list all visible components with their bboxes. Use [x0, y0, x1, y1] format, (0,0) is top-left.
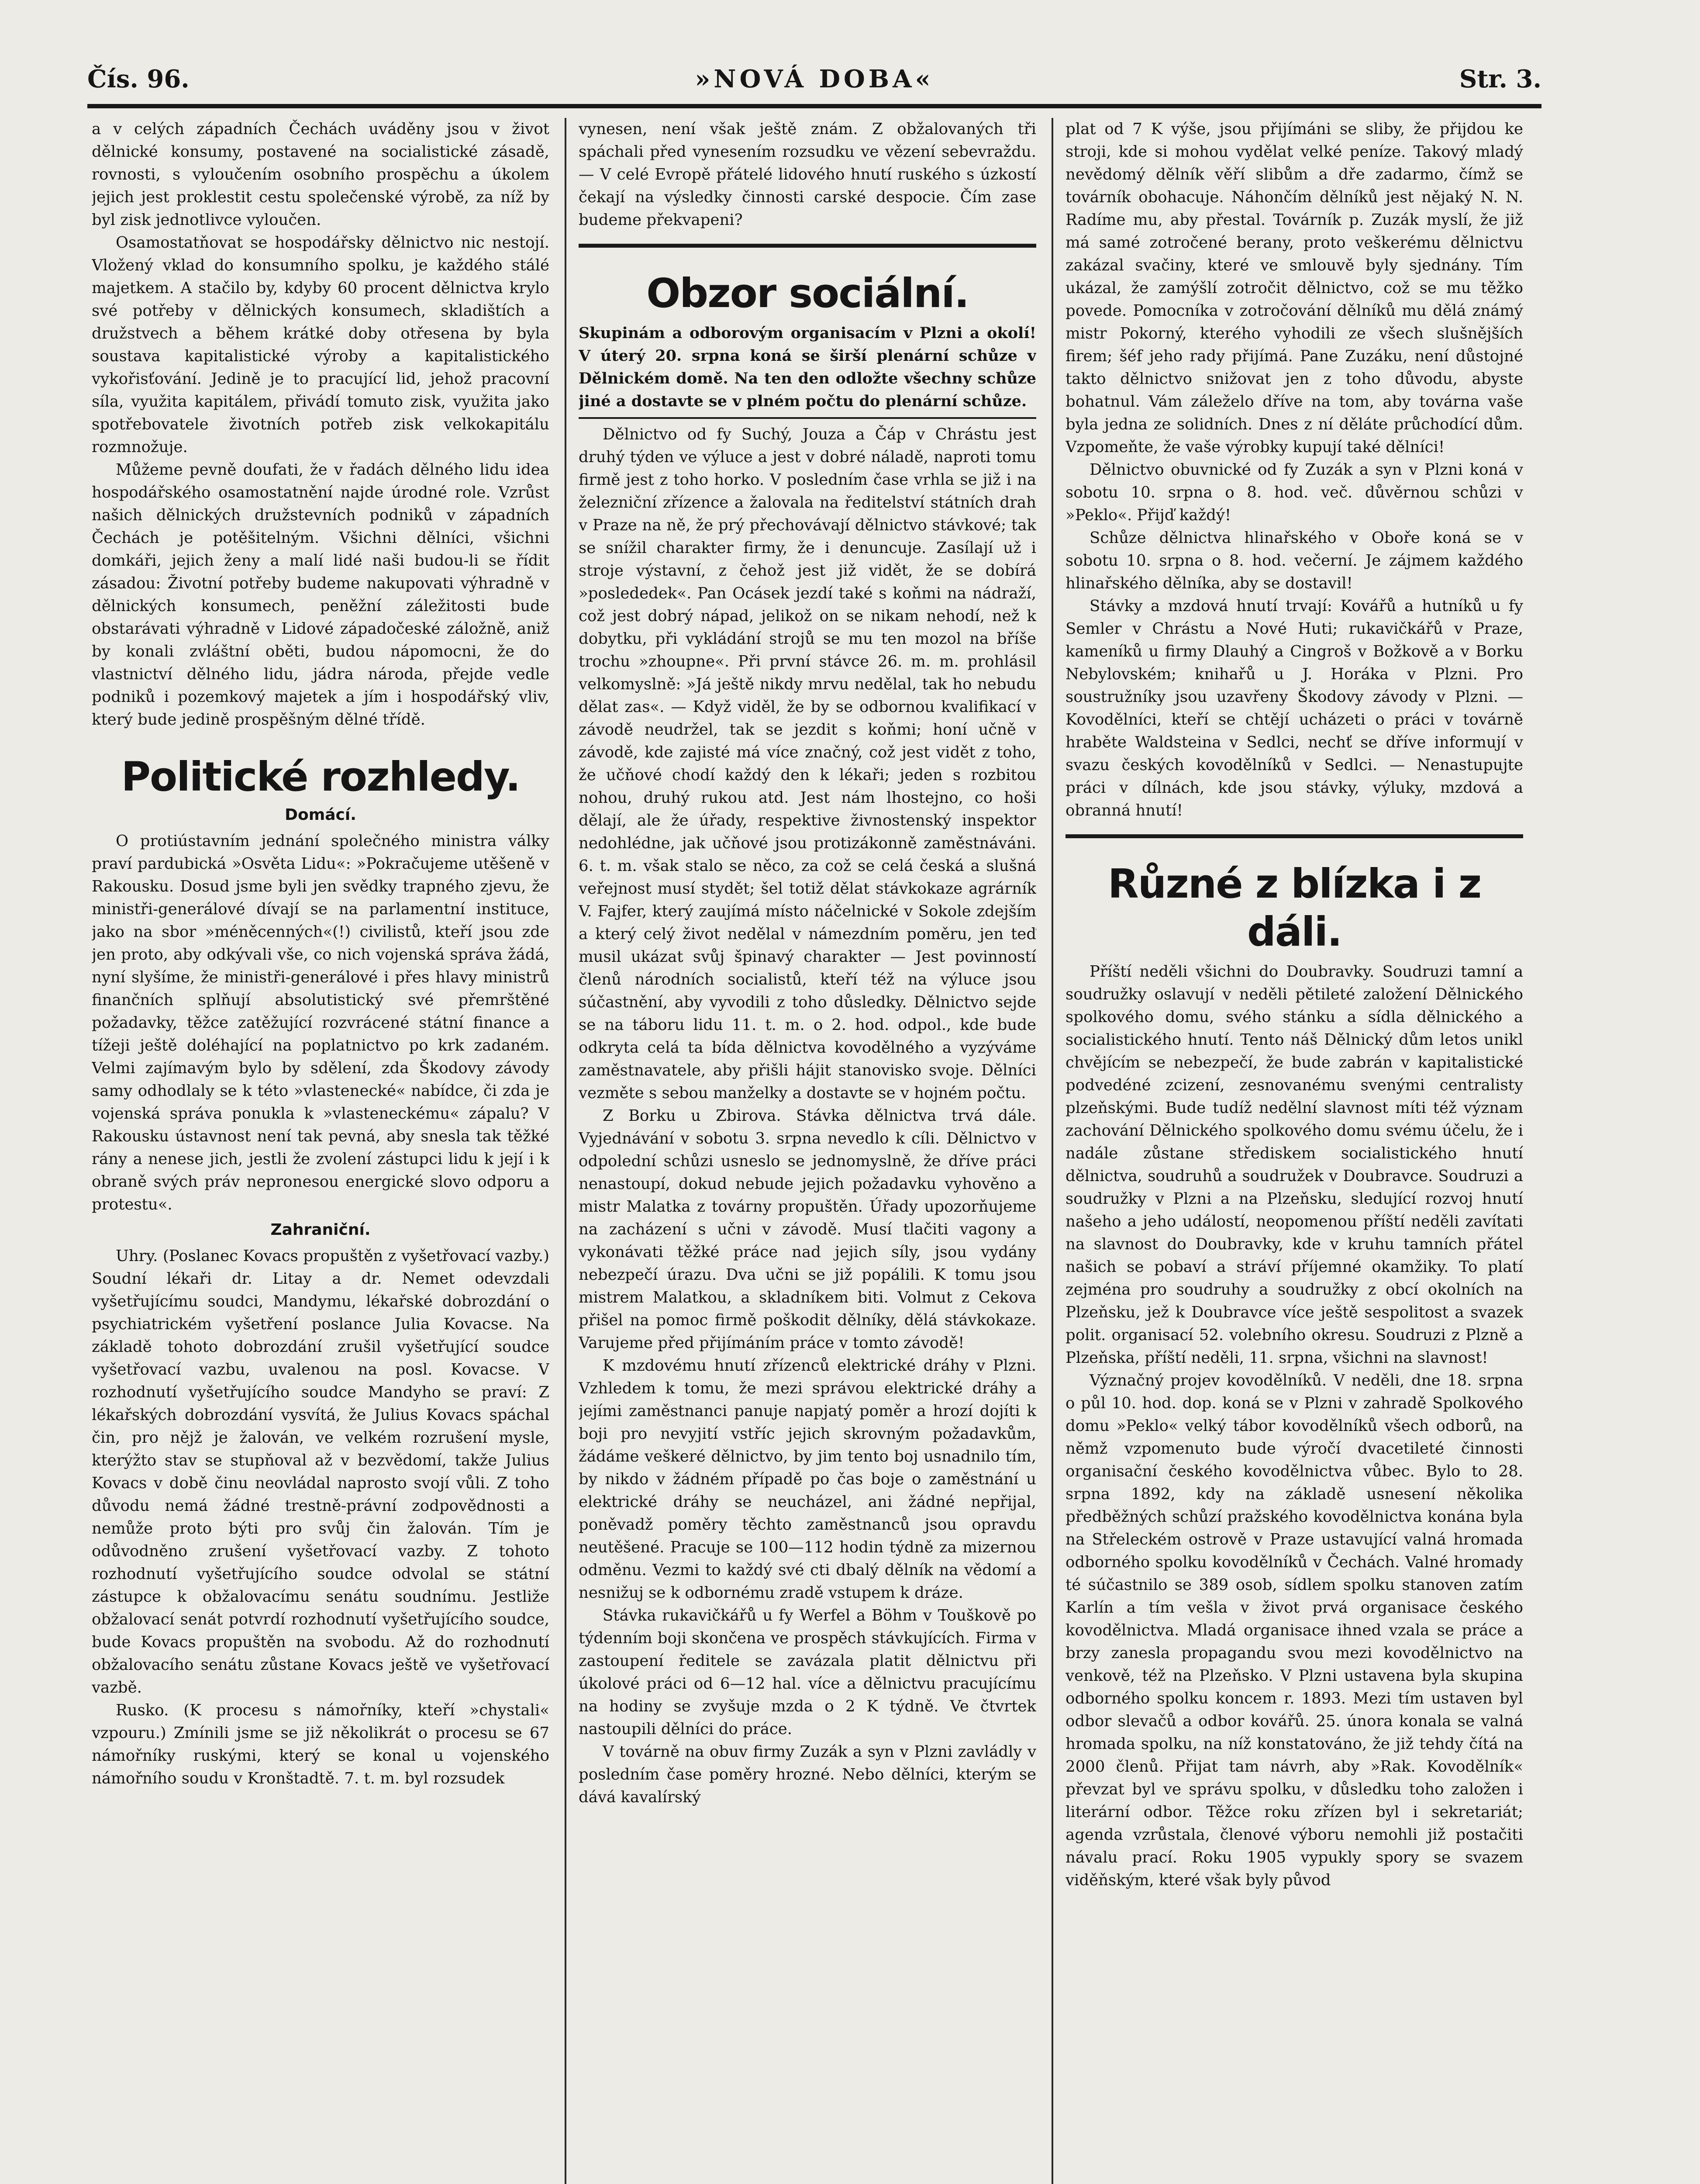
- page-number: Str. 3.: [1459, 65, 1541, 93]
- paragraph: O protiústavním jednání společného ministra války praví pardubická »Osvěta Lidu«: »Pokračujeme utěšeně v Rakousku. Dosud jsme byli jen svědky trapného zjevu, že ministři-generálové dívají se na parlamentní instituce, jako na sbor »méněcenných«(!) civilistů, kteří jsou zde jen proto, aby odkývali vše, co nich vojenská správa žádá, nyní slyšíme, že ministři-generálové i přes hlavy ministrů finančních splňují absolutistický své přemrštěné požadavky, těžce zatěžující rozvrácené státní finance a tížeji ještě doléhající na poplatnictvo po krk zadaném. Velmi zajímavým bylo by sdělení, zda Škodovy závody samy odhodlaly se k této »vlastenecké« nabídce, či zda je vojenská správa ponukla k »vlasteneckému« zápalu? V Rakousku ústavnost není tak pevná, aby snesla tak těžké rány a nenese jich, jestli že zvolení zástupci lidu k její i k obraně svých práv nepronesou energické slovo odporu a protestu«.: [92, 832, 549, 1213]
- page-header: [87, 65, 1541, 104]
- paragraph: K mzdovému hnutí zřízenců elektrické dráhy v Plzni. Vzhledem k tomu, že mezi správou elektrické dráhy a jejími zaměstnanci panuje napjatý poměr a hrozí dojíti k boji pro nevyjití vstříc jejich skrovným požadavkům, žádáme veškeré dělnictvo, by jim tento boj usnadnilo tím, by nikdo v žádném případě po čas boje o zaměstnání u elektrické dráhy se neucházel, ani žádné nepřijal, poněvadž poměry těchto zaměstnanců jsou opravdu neutěšené. Pracuje se 100—112 hodin týdně za mizernou odměnu. Vezmi to každý své cti dbalý dělník na vědomí a nesnižuj se k odbornému zradě vstupem k dráze.: [579, 1357, 1036, 1602]
- paragraph: V továrně na obuv firmy Zuzák a syn v Plzni zavládly v posledním čase poměry hrozné. Nebo dělníci, kterým se dává kavalírský: [579, 1743, 1036, 1806]
- paragraph: Rusko. (K procesu s námořníky, kteří »chystali« vzpouru.) Zmínili jsme se již několikrát o procesu se 67 námořníky ruskými, který se konal u vojenského námořního soudu v Kronštadtě. 7. t. m. byl rozsudek: [92, 1701, 549, 1787]
- paragraph: a v celých západních Čechách uváděny jsou v život dělnické konsumy, postavené na socialistické zásadě, rovnosti, s vyloučením osobního prospěchu a úkolem jejich jest proklestit cestu společenské výrobě, za níž by byl zisk jednotlivce vyloučen.: [92, 120, 549, 229]
- paragraph: Můžeme pevně doufati, že v řadách dělného lidu idea hospodářského osamostatnění najde úrodné role. Vzrůst našich dělnických družstevních podniků v západních Čechách je potěšitelným. Všichni dělníci, všichni domkáři, jejich ženy a malí lidé naši budou-li se řídit zásadou: Životní potřeby budeme nakupovati výhradně v dělnických konsumech, peněžní záležitosti bude obstarávati výhradně v Lidové západočeské záložně, aniž by konali zvláštní oběti, budou nápomocni, že do vlastnictví dělného lidu, jádra národa, přejde vedle podniků i pozemkový majetek a jím i hospodářský vliv, který bude jedině prospěšným dělné třídě.: [92, 461, 549, 729]
- subsection-heading: Domácí.: [285, 806, 356, 824]
- issue-number: Čís. 96.: [87, 65, 190, 93]
- paragraph: Příští neděli všichni do Doubravky. Soudruzi tamní a soudružky oslavují v neděli pětileté založení Dělnického spolkového domu, svého stánku a sídla dělnického a socialistického hnutí. Tento náš Dělnický dům letos unikl chvějícím se nebezpečí, že bude zabrán v kapitalistické podvedéné zcizení, zesnovanému svenými centralisty plzeňskými. Bude tudíž nedělní slavnost míti též význam zachování Dělnického spolkového domu svému účelu, že i nadále zůstane střediskem socialistického hnutí dělnictva, soudruhů a soudružek v Doubravce. Soudruzi a soudružky v Plzni a na Plzeňsku, sledující rozvoj hnutí našeho a jeho událostí, neopomenou příští neděli zavítati na slavnost do Doubravky, kde v kruhu tamních přátel našich se pobaví a stráví příjemné okamžiky. To platí zejména pro soudruhy a soudružky z obcí okolních na Plzeňsku, jež k Doubravce více ještě sespolitost a svazek polit. organisací 52. volebního okresu. Soudruzi z Plzně a Plzeňska, příští neděli, 11. srpna, všichni na slavnost!: [1066, 963, 1523, 1367]
- paragraph: Osamostatňovat se hospodářsky dělnictvo nic nestojí. Vložený vklad do konsumního spolku, je každého stálé majetkem. A stačilo by, kdyby 60 procent dělnictva krylo své potřeby v dělnických konsumech, skladištích a družstvech a během krátké doby otřesena by byla soustava kapitalistické výroby a kapitalistického vykořisťování. Jedině je to pracující lid, jehož pracovní síla, využita kapitálem, přivádí tomuto zisk, využita jako spotřebovatele životních potřeb zisk velkokapitálu rozmnožuje.: [92, 234, 549, 456]
- paragraph: Stávka rukavičkářů u fy Werfel a Böhm v Touškově po týdenním boji skončena ve prospěch stávkujících. Firma v zastoupení ředitele se zavázala platit dělnictvu při úkolové práci od 6—12 hal. více a dělnictvu pracujícímu na hodiny se zvyšuje mzda o 2 K týdně. Ve čtvrtek nastoupili dělníci do práce.: [579, 1607, 1036, 1738]
- section-heading: Politické rozhledy.: [121, 753, 520, 800]
- paragraph: plat od 7 K výše, jsou přijímáni se sliby, že přijdou ke stroji, kde si mohou vydělat velké peníze. Takový mladý nevědomý dělník věří slibům a dře zadarmo, čímž se továrník obohacuje. Náhončím dělníků jest nějaký N. N. Radíme mu, aby přestal. Továrník p. Zuzák myslí, že již má samé zotročené berany, proto veškerému dělnictvu zakázal svačiny, které ve smlouvě byly sjednány. Tím ukázal, že zamýšlí zotročit dělnictvo, což se mu těžko povede. Pomocníka v zotročování dělníků mu dělá známý mistr Pokorný, kterého vyhodili ze všech slušnějších firem; šéf jeho rady přijímá. Pane Zuzáku, není důstojné takto dělnictvo snižovat jen z toho důvodu, abyste bohatnul. Vám záleželo dříve na tom, aby továrna vaše byla jedna ze solidních. Dnes z ní děláte průchodící dům. Vzpomeňte, že vaše výrobky kupují také dělníci!: [1066, 120, 1523, 456]
- announcement: Skupinám a odborovým organisacím v Plzni a okolí! V úterý 20. srpna koná se širší plenární schůze v Dělnickém domě. Na ten den odložte všechny schůze jiné a dostavte se v plném počtu do plenární schůze.: [579, 322, 1036, 419]
- column-divider: [565, 118, 566, 2184]
- newspaper-title: »NOVÁ DOBA«: [695, 65, 934, 93]
- subsection-heading: Zahraniční.: [270, 1221, 371, 1239]
- column-3: [1066, 118, 1523, 2184]
- paragraph: Schůze dělnictva hlinařského v Oboře koná se v sobotu 10. srpna o 8. hod. večerní. Je zájmem každého hlinařského dělníka, aby se dostavil!: [1066, 529, 1523, 592]
- column-divider: [1052, 118, 1053, 2184]
- paragraph: Uhry. (Poslanec Kovacs propuštěn z vyšetřovací vazby.) Soudní lékaři dr. Litay a dr. Nemet odevzdali vyšetřujícímu soudci, Mandymu, lékařské dobrozdání o psychiatrickém vyšetření poslance Julia Kovacse. Na základě tohoto dobrozdání zrušil vyšetřující soudce vyšetřovací vazbu, uvalenou na posl. Kovacse. V rozhodnutí vyšetřujícího soudce Mandyho se praví: Z lékařských dobrozdání vysvítá, že Julius Kovacs spáchal čin, pro nějž je žalován, ve velkém rozrušení mysle, kterýžto stav se stupňoval až v bezvědomí, takže Julius Kovacs v době činu neovládal naprosto svojí vůli. Z toho důvodu nemá žádné trestně-právní zodpovědnosti a nemůže proto býti pro svůj čin žalován. Tím je odůvodněno zrušení vyšetřovací vazby. Z tohoto rozhodnutí vyšetřujícího soudce odvolal se státní zástupce k obžalovacímu senátu soudnímu. Jestliže obžalovací senát potvrdí rozhodnutí vyšetřujícího soudce, bude Kovacs propuštěn na svobodu. Až do rozhodnutí obžalovacího senátu zůstane Kovacs ještě ve vyšetřovací vazbě.: [92, 1247, 549, 1697]
- separator-rule: [579, 244, 1036, 248]
- column-1: [92, 118, 549, 2184]
- paragraph: Dělnictvo obuvnické od fy Zuzák a syn v Plzni koná v sobotu 10. srpna o 8. hod. več. důvěrnou schůzi v »Peklo«. Přijď každý!: [1066, 461, 1523, 524]
- column-2: [579, 118, 1036, 2184]
- paragraph: vynesen, není však ještě znám. Z obžalovaných tři spáchali před vynesením rozsudku ve vězení sebevraždu. — V celé Evropě přátelé lidového hnutí ruského s úzkostí čekají na výsledky činnosti carské despocie. Čím zase budeme překvapeni?: [579, 120, 1036, 229]
- separator-rule: [1066, 834, 1523, 838]
- header-rule: [87, 104, 1541, 108]
- section-heading: Různé z blízka i z dáli.: [1107, 860, 1481, 955]
- paragraph: Význačný projev kovodělníků. V neděli, dne 18. srpna o půl 10. hod. dop. koná se v Plzni v zahradě Spolkového domu »Peklo« velký tábor kovodělníků všech odborů, na němž vzpomenuto bude výročí dvacetileté činnosti organisační českého kovodělnictva vůbec. Bylo to 28. srpna 1892, kdy na základě usnesení několika předběžných schůzí pražského kovodělnictva konána byla na Střeleckém ostrově v Praze ustavující valná hromada odborného spolku kovodělníků v Čechách. Valné hromady té súčastnilo se 389 osob, sídlem spolku stanoven zatím Karlín a tím vešla v život prvá organisace českého kovodělnictva. Mladá organisace ihned vzala se práce a brzy zanesla propagandu svou mezi kovodělnictvo na venkově, též na Plzeňsko. V Plzni ustavena byla skupina odborného spolku koncem r. 1893. Mezi tím ustaven byl odbor slevačů a odbor kovářů. 25. února konala se valná hromada spolku, na níž konstatováno, že již tehdy čítá na 2000 členů. Přijat tam návrh, aby »Rak. Kovodělník« převzat byl ve správu spolku, v důsledku toho založen i literární odbor. Těžce roku zřízen byl i sekretariát; agenda vzrůstala, členové výboru nemohli již postačiti návalu prací. Roku 1905 vypukly spory se svazem viděňským, které však byly původ: [1066, 1372, 1523, 1889]
- paragraph: Dělnictvo od fy Suchý, Jouza a Čáp v Chrástu jest druhý týden ve výluce a jest v dobré náladě, naproti tomu firmě jest z toho horko. V posledním čase vrhla se již i na železniční zřízence a žalovala na ředitelství státních drah v Praze na ně, že prý přechovávají dělnictvo stávkové; tak se snížil charakter firmy, že i denuncuje. Zasílají už i stroje výstavní, z čehož jest již vidět, že se dobírá »poslededek«. Pan Ocásek jezdí také s koňmi na nádraží, což jest dobrý nápad, jelikož on se nikam nehodí, než k dobytku, při vykládání strojů se mu ten mozol na bříše trochu »zhoupne«. Při první stávce 26. m. m. prohlásil velkomyslně: »Já ještě nikdy mrvu nedělal, tak ho nebudu dělat zas«. — Když viděl, že by se odbornou kvalifikací v závodě neudržel, tak se jezdit s koňmi; honí učně v závodě, kde zajisté má více značný, což jest vidět z toho, že učňové chodí každý den k lékaři; jeden s rozbitou nohou, druhý rukou atd. Jest nám lhostejno, co hoši dělají, ale že úřady, respektive živnostenský inspektor nedohlédne, jak učňové jsou protizákonně zaměstnáváni. 6. t. m. však stalo se něco, za což se celá česká a slušná veřejnost musí stydět; šel totiž dělat stávkokaze agrárník V. Fajfer, který zaujímá místo náčelnické v Sokole zdejším a který celý život nedělal v námezdním poměru, jen teď musil ukázat svůj špinavý charakter — Jest povinností členů národních socialistů, kteří též na výluce jsou súčastnění, aby vyvodili z toho důsledky. Dělnictvo sejde se na táboru lidu 11. t. m. o 2. hod. odpol., kde bude odkryta celá ta bída dělnictva kovodělného a vyzýváme zaměstnavatele, aby přišli hájit stanovisko svoje. Dělníci vezměte s sebou manželky a dostavte se v hojném počtu.: [579, 425, 1036, 1102]
- paragraph: Z Borku u Zbirova. Stávka dělnictva trvá dále. Vyjednávání v sobotu 3. srpna nevedlo k cíli. Dělnictvo v odpolední schůzi usneslo se jednomyslně, že dříve práci nenastoupí, dokud nebude jejich požadavku vyhověno a mistr Malatka z továrny propuštěn. Úřady upozorňujeme na zacházení s učni v závodě. Musí tlačiti vagony a vykonávati těžké práce nad jejich síly, jsou vydány nebezpečí úrazu. Dva učni se již popálili. K tomu jsou mistrem Malatkou, a skladníkem biti. Volmut z Cekova přišel na pomoc firmě poškodit dělníky, dělá stávkokaze. Varujeme před přijímáním práce v tomto závodě!: [579, 1107, 1036, 1352]
- section-heading: Obzor sociální.: [646, 270, 969, 317]
- paragraph: Stávky a mzdová hnutí trvají: Kovářů a hutníků u fy Semler v Chrástu a Nové Huti; rukavičkářů v Praze, kameníků u firmy Dlauhý a Cingroš v Božkově a v Borku Nebylovském; knihařů u J. Horáka v Plzni. Pro soustružníky jsou uzavřeny Škodovy závody v Plzni. — Kovodělníci, kteří se chtějí ucházeti o práci v továrně hraběte Waldsteina v Sedlci, nechť se dříve informují v svazu českých kovodělníků v Sedlci. — Nenastupujte práci v dílnách, kde jsou stávky, výluky, mzdová a obranná hnutí!: [1066, 597, 1523, 819]
